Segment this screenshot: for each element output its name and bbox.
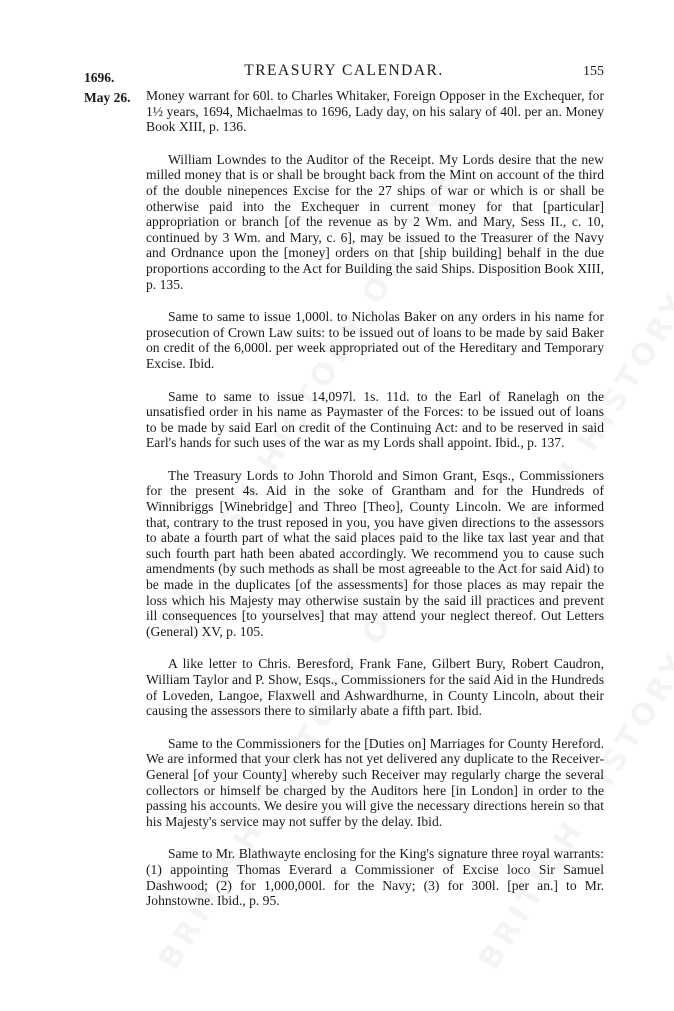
- page-number: 155: [583, 64, 604, 79]
- entry-paragraph: William Lowndes to the Auditor of the Receipt. My Lords desire that the new milled money that is or shall be brought back from the Mint on account of the third of the double ninepences Excise for the 27 ships of war or which is or shall be otherwise paid into the Exchequer in current money for that [particular] appropriation or branch [of the revenue as by 2 Wm. and Mary, Sess II., c. 10, continued by 3 Wm. and Mary, c. 6], may be issued to the Treasurer of the Navy and Ordnance upon the [money] orders on that [ship building] behalf in the due proportions according to the Act for Building the said Ships. Disposition Book XIII, p. 135.: [146, 151, 604, 292]
- entry-date: May 26.: [84, 90, 131, 105]
- header-year: 1696.: [84, 70, 115, 85]
- entry-paragraph: Same to same to issue 1,000l. to Nicholas Baker on any orders in his name for prosecution of Crown Law suits: to be issued out of loans to be made by said Baker on credit of the 6,000l. per week appropriated out of the Hereditary and Temporary Excise. Ibid.: [146, 309, 604, 371]
- entry-paragraph: The Treasury Lords to John Thorold and Simon Grant, Esqs., Commissioners for the present 4s. Aid in the soke of Grantham and for the Hundreds of Winnibriggs [Winebridge] and Threo [Theo], County Lincoln. We are informed that, contrary to the trust reposed in you, you have given directions to the assessors to abate a fourth part of what the said places paid to the like tax last year and that such fourth part hath been abated accordingly. We recommend you to cause such amendments (by such methods as shall be most agreeable to the Act for said Aid) to be made in the duplicates [of the assessments] for those places as may repair the loss which his Majesty may otherwise sustain by the said ill practices and prevent ill consequences [to yourselves] that may attend your neglect thereof. Out Letters (General) XV, p. 105.: [146, 467, 604, 639]
- document-body: [146, 88, 604, 926]
- entry-paragraph: Same to Mr. Blathwayte enclosing for the King's signature three royal warrants: (1) appointing Thomas Everard a Commissioner of Excise loco Sir Samuel Dashwood; (2) for 1,000,000l. for the Navy; (3) for 300l. [per an.] to Mr. Johnstowne. Ibid., p. 95.: [146, 846, 604, 909]
- entry-paragraph: A like letter to Chris. Beresford, Frank Fane, Gilbert Bury, Robert Caudron, William Taylor and P. Show, Esqs., Commissioners for the said Aid in the Hundreds of Loveden, Langoe, Flaxwell and Ashwardhurne, in County Lincoln, about their causing the assessors there to similarly abate a fifth part. Ibid.: [146, 656, 604, 719]
- entry-paragraph: Same to the Commissioners for the [Duties on] Marriages for County Hereford. We are informed that your clerk has not yet delivered any duplicate to the Receiver-General [of your County] whereby such Receiver may regularly charge the several collectors or himself be charged by the Auditors here [in London] in order to the passing his accounts. We desire you will give the necessary directions herein so that his Majesty's service may not suffer by the delay. Ibid.: [146, 735, 604, 829]
- page-header: [84, 62, 604, 86]
- running-title: TREASURY CALENDAR.: [244, 62, 444, 79]
- entry-paragraph: Same to same to issue 14,097l. 1s. 11d. to the Earl of Ranelagh on the unsatisfied order in his name as Paymaster of the Forces: to be issued out of loans to be made by said Earl on credit of the Continuing Act: and to be reserved in said Earl's hands for such uses of the war as my Lords shall appoint. Ibid., p. 137.: [146, 388, 604, 451]
- entry-paragraph: Money warrant for 60l. to Charles Whitaker, Foreign Opposer in the Exchequer, for 1½ years, 1694, Michaelmas to 1696, Lady day, on his salary of 40l. per an. Money Book XIII, p. 136.: [146, 88, 604, 135]
